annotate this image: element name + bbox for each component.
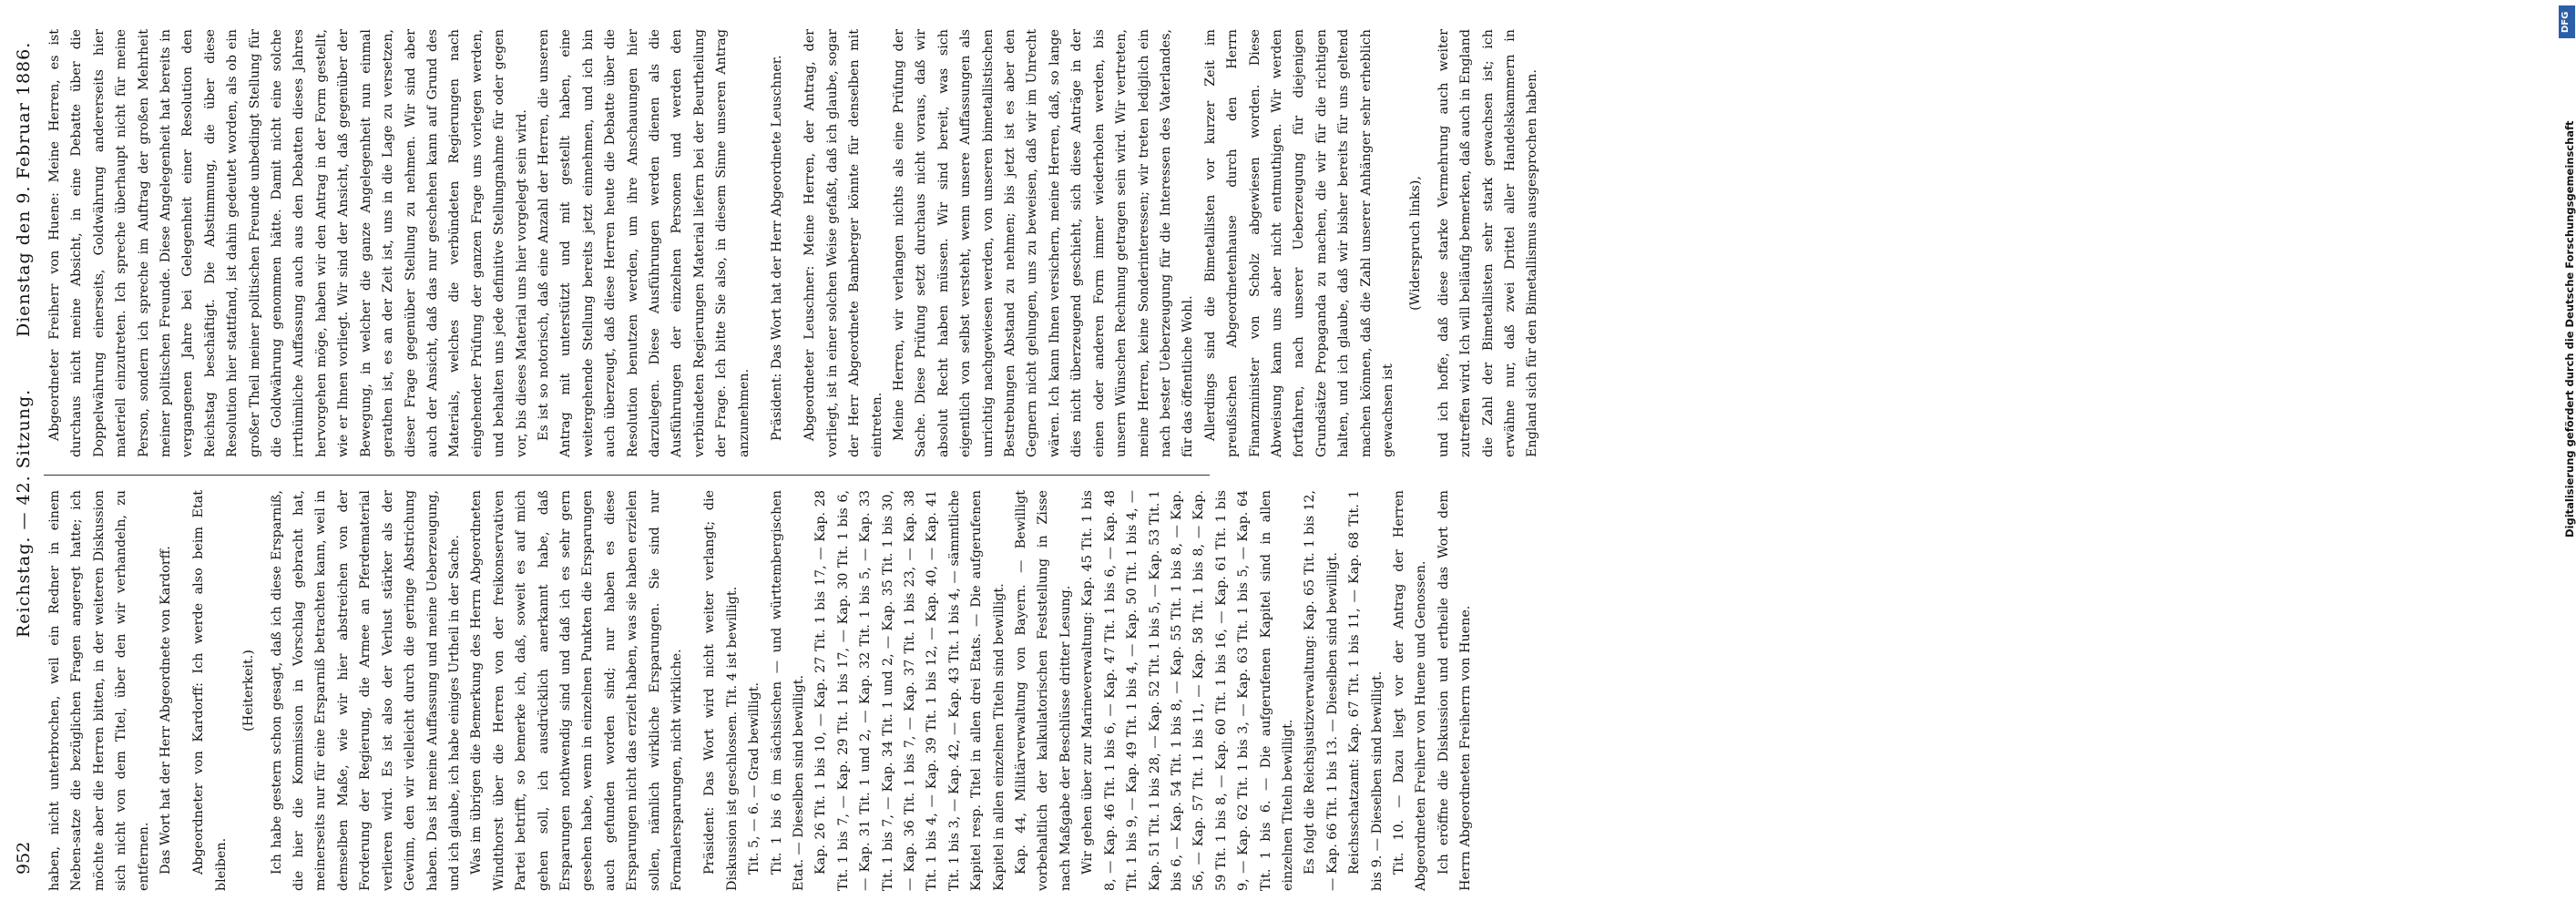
paragraph: Tit. 5, — 6. — Grad bewilligt.	[747, 681, 762, 875]
session-date: Dienstag den 9. Februar 1886.	[14, 41, 34, 337]
paragraph: Es ist so notorisch, daß eine Anzahl der Herren, die unseren Antrag mit unterstützt und mit gestellt haben, eine weitergehende Stellung bereits jetzt einnehmen, und ich bin auch überzeugt, daß diese Herren heute die Debatte über die Resolution benutzen werden, um ihre Anschauungen hier darzulegen. Diese Ausführungen werden dienen als die Ausführungen der einzelnen Personen und werden den verbündeten Regierungen Material liefern bei der Beurtheilung der Frage. Ich bitte Sie also, in diesem Sinne unseren Antrag anzunehmen.	[536, 29, 751, 457]
paragraph: Kap. 26 Tit. 1 bis 10, — Kap. 27 Tit. 1 bis 17, — Kap. 28 Tit. 1 bis 7, — Kap. 29 Tit. 1 bis 17, — Kap. 30 Tit. 1 bis 6, — Kap. 31 Tit. 1 und 2, — Kap. 32 Tit. 1 bis 5, — Kap. 33 Tit. 1 bis 7, — Kap. 34 Tit. 1 und 2, — Kap. 35 Tit. 1 bis 30, — Kap. 36 Tit. 1 bis 7, — Kap. 37 Tit. 1 bis 23, — Kap. 38 Tit. 1 bis 4, — Kap. 39 Tit. 1 bis 12, — Kap. 40, — Kap. 41 Tit. 1 bis 3, — Kap. 42, — Kap. 43 Tit. 1 bis 4, — sämmtliche Kapitel resp. Titel in allen drei Etats. — Die aufgerufenen Kapitel in allen einzelnen Titeln sind bewilligt.	[813, 490, 1007, 891]
paragraph: (Widerspruch links),	[1408, 176, 1424, 311]
right-text-column	[44, 29, 1540, 457]
dfg-logo: DFG	[2559, 5, 2575, 38]
paragraph: Es folgt die Reichsjustizverwaltung: Kap. 65 Tit. 1 bis 12, — Kap. 66 Tit. 1 bis 13. — Dieselben sind bewilligt.	[1303, 490, 1340, 891]
paragraph: Präsident: Das Wort hat der Herr Abgeordnete Leuschner.	[770, 55, 784, 441]
paragraph: Tit. 10. — Dazu liegt vor der Antrag der Herren Abgeordneten Freiherr von Huene und Genossen.	[1391, 490, 1429, 891]
session-title: Reichstag. — 42. Sitzung.	[14, 388, 34, 638]
paragraph: (Heiterkeit.)	[241, 650, 257, 732]
paragraph: Wir gehen über zur Marineverwaltung: Kap. 45 Tit. 1 bis 8, — Kap. 46 Tit. 1 bis 6, — Kap. 47 Tit. 1 bis 6, — Kap. 48 Tit. 1 bis 9, — Kap. 49 Tit. 1 bis 4, — Kap. 50 Tit. 1 bis 4, — Kap. 51 Tit. 1 bis 28, — Kap. 52 Tit. 1 bis 5, — Kap. 53 Tit. 1 bis 6, — Kap. 54 Tit. 1 bis 8, — Kap. 55 Tit. 1 bis 8, — Kap. 56, — Kap. 57 Tit. 1 bis 11, — Kap. 58 Tit. 1 bis 8, — Kap. 59 Tit. 1 bis 8, — Kap. 60 Tit. 1 bis 16, — Kap. 61 Tit. 1 bis 9, — Kap. 62 Tit. 1 bis 3, — Kap. 63 Tit. 1 bis 5, — Kap. 64 Tit. 1 bis 6. — Die aufgerufenen Kapitel sind in allen einzelnen Titeln bewilligt.	[1080, 490, 1295, 891]
paragraph: Präsident: Das Wort wird nicht weiter verlangt; die Diskussion ist geschlossen. Tit. 4 ist bewilligt.	[702, 490, 740, 891]
paragraph: Abgeordneter Freiherr von Huene: Meine Herren, es ist durchaus nicht meine Absicht, in eine Debatte über die Doppelwährung einerseits, Goldwährung andererseits hier materiell einzutreten. Ich spreche überhaupt nicht für meine Person, sondern ich spreche im Auftrag der großen Mehrheit meiner politischen Freunde. Diese Angelegenheit hat bereits in vergangenen Jahre bei Gelegenheit einer Resolution den Reichstag beschäftigt. Die Abstimmung, die über diese Resolution hier stattfand, ist dahin gedeutet worden, als ob ein großer Theil meiner politischen Freunde unbedingt Stellung für die Goldwährung genommen hätte. Damit nicht eine solche irrthümliche Auffassung auch aus den Debatten dieses Jahres hervorgehen möge, haben wir den Antrag in der Form gestellt, wie er Ihnen vorliegt. Wir sind der Ansicht, daß gegenüber der Bewegung, in welcher die ganze Angelegenheit nun einmal gerathen ist, es an der Zeit ist, uns in die Lage zu versetzen, dieser Frage gegenüber Stellung zu nehmen. Wir sind aber auch der Ansicht, daß das nur geschehen kann auf Grund des Materials, welches die verbündeten Regierungen nach eingehender Prüfung der ganzen Frage uns vorlegen werden, und behalten uns jede definitive Stellungnahme für oder gegen vor, bis dieses Material uns hier vorgelegt sein wird.	[47, 29, 529, 457]
dfg-credit-text: Digitalisierung gefördert durch die Deutsche Forschungsgemeinschaft	[2563, 120, 2576, 537]
left-text-column	[44, 475, 1474, 891]
running-head	[5, 0, 42, 875]
paragraph: Abgeordneter von Kardorff: Ich werde also beim Etat bleiben.	[191, 490, 229, 891]
page-number: 952	[14, 841, 34, 875]
paragraph: Ich habe gestern schon gesagt, daß ich diese Ersparniß, die hier die Kommission in Vorschlag gebracht hat, meinerseits nur für eine Ersparniß betrachten kann, weil in demselben Maße, wie wir hier abstreichen von der Forderung der Regierung, die Armee an Pferdematerial verlieren wird. Es ist also der Verlust stärker als der Gewinn, den wir vielleicht durch die geringe Abstrichung haben. Das ist meine Auffassung und meine Ueberzeugung, und ich glaube, ich habe einiges Urtheil in der Sache.	[269, 490, 462, 891]
paragraph: Ich eröffne die Diskussion und ertheile das Wort dem Herrn Abgeordneten Freiherrn von Huene.	[1436, 490, 1474, 891]
paragraph: Abgeordneter Leuschner: Meine Herren, der Antrag, der vorliegt, ist in einer solchen Weise gefaßt, daß ich glaube, sogar der Herr Abgeordnete Bamberger könnte für denselben mit eintreten.	[802, 29, 884, 457]
paragraph: Was im übrigen die Bemerkung des Herrn Abgeordneten Windthorst über die Herren von der freikonservativen Partei betrifft, so bemerke ich, daß, soweit es auf mich gehen soll, ich ausdrücklich anerkannt habe, daß Ersparungen nothwendig sind und daß ich es sehr gern gesehen habe, wenn in einzelnen Punkten die Ersparungen auch gefunden worden sind; nur haben es diese Ersparungen nicht das erzielt haben, was sie haben erzielen sollen, nämlich wirkliche Ersparungen. Sie sind nur Formalersparungen, nicht wirkliche.	[469, 490, 684, 891]
paragraph: Kap. 44, Militärverwaltung von Bayern. — Bewilligt vorbehaltlich der kalkulatorischen Feststellung in Zisse nach Maßgabe der Beschlüsse dritter Lesung.	[1014, 490, 1073, 891]
paragraph: Das Wort hat der Herr Abgeordnete von Kardorff.	[158, 546, 174, 875]
paragraph: Allerdings sind die Bimetallisten vor kurzer Zeit im preußischen Abgeordnetenhause durch den Herrn Finanzminister von Scholz abgewiesen worden. Diese Abweisung kann uns aber nicht entmuthigen. Wir werden fortfahren, nach unserer Ueberzeugung für diejenigen Grundsätze Propaganda zu machen, die wir für die richtigen halten, und ich glaube, daß wir bisher bereits für uns geltend machen können, daß die Zahl unserer Anhänger sehr erheblich gewachsen ist	[1202, 29, 1395, 457]
paragraph: haben, nicht unterbrochen, weil ein Redner in einem Neben-satze die bezüglichen Fragen angeregt hatte; ich möchte aber die Herren bitten, in der weiteren Diskussion sich nicht von dem Titel, über den wir verhandeln, zu entfernen.	[47, 490, 151, 891]
paragraph: Tit. 1 bis 6 im sächsischen — und württembergischen Etat. — Dieselben sind bewilligt.	[769, 490, 806, 891]
paragraph: und ich hoffe, daß diese starke Vermehrung auch weiter zutreffen wird. Ich will beiläufig bemerken, daß auch in England die Zahl der Bimetallisten sehr stark gewachsen ist; ich erwähne nur, daß zwei Drittel aller Handelskammern in England sich für den Bimetallismus ausgesprochen haben.	[1436, 29, 1540, 457]
paragraph: Meine Herren, wir verlangen nichts als eine Prüfung der Sache. Diese Prüfung setzt durchaus nicht voraus, daß wir absolut Recht haben müssen. Wir sind bereit, was sich eigentlich von selbst versteht, wenn unsere Auffassungen als unrichtig nachgewiesen werden, von unseren bimetallistischen Bestrebungen Abstand zu nehmen; bis jetzt ist es aber den Gegnern nicht gelungen, uns zu beweisen, daß wir im Unrecht wären. Ich kann Ihnen versichern, meine Herren, daß, so lange dies nicht überzeugend geschieht, sich diese Anträge in der einen oder anderen Form immer wiederholen werden, bis unsern Wünschen Rechnung getragen sein wird. Wir vertreten, meine Herren, keine Sonderinteressen; wir treten lediglich ein nach bester Ueberzeugung für die Interessen des Vaterlandes, für das öffentliche Wohl.	[892, 29, 1196, 457]
paragraph: Reichsschatzamt: Kap. 67 Tit. 1 bis 11, — Kap. 68 Tit. 1 bis 9. — Dieselben sind bewilligt.	[1347, 490, 1385, 891]
